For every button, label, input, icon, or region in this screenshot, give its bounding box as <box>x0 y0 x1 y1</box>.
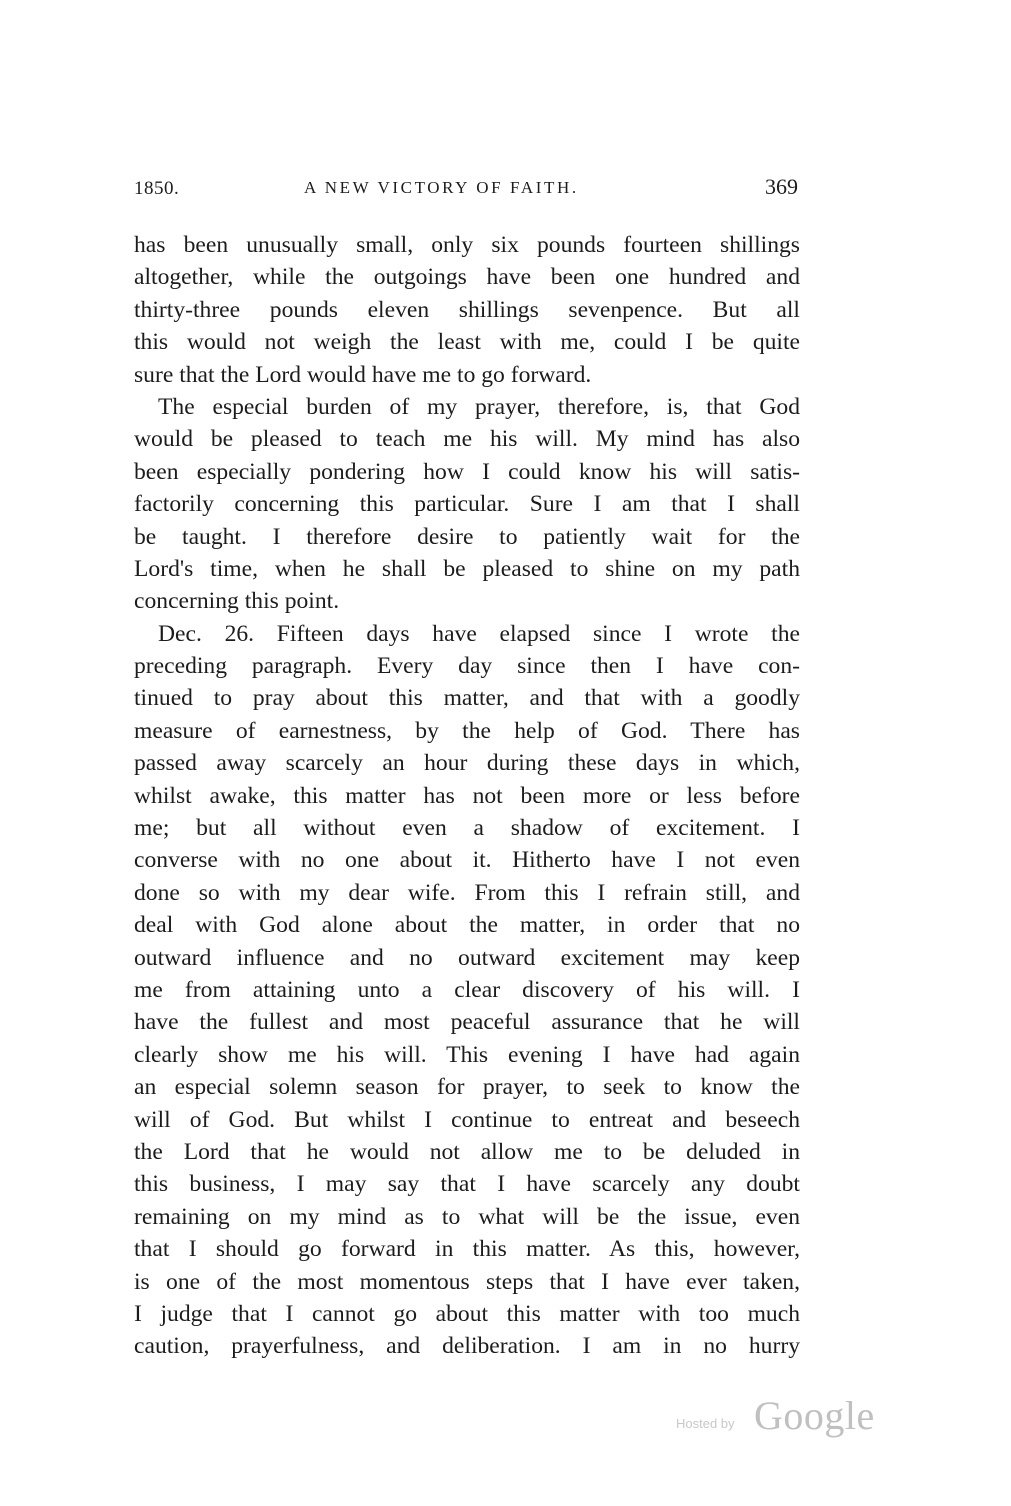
google-logo: Google <box>754 1393 875 1438</box>
text-line: thirty-three pounds eleven shillings sevenpence. But all <box>134 296 800 323</box>
text-line: me from attaining unto a clear discovery of his will. I <box>134 976 800 1003</box>
body-text <box>134 229 800 1363</box>
text-line: been especially pondering how I could know his will satis- <box>134 458 800 485</box>
hosted-by-google-watermark <box>676 1392 886 1442</box>
text-line: preceding paragraph. Every day since then I have con- <box>134 653 800 680</box>
header-title: A NEW VICTORY OF FAITH. <box>304 178 579 197</box>
text-line: converse with no one about it. Hitherto have I not even <box>134 847 800 874</box>
text-line: that I should go forward in this matter. As this, however, <box>134 1236 800 1263</box>
text-line: outward influence and no outward excitement may keep <box>134 944 800 971</box>
text-line: Lord's time, when he shall be pleased to shine on my path <box>134 555 800 582</box>
text-line: remaining on my mind as to what will be the issue, even <box>134 1203 800 1230</box>
text-line: an especial solemn season for prayer, to seek to know the <box>134 1074 800 1101</box>
text-line: concerning this point. <box>134 588 340 615</box>
text-line: sure that the Lord would have me to go forward. <box>134 361 592 388</box>
text-line: have the fullest and most peaceful assurance that he will <box>134 1009 800 1036</box>
hosted-by-label: Hosted by <box>676 1416 735 1431</box>
text-line: has been unusually small, only six pounds fourteen shillings <box>134 232 800 258</box>
paragraph-start-line: Dec. 26. Fifteen days have elapsed since I wrote the <box>158 620 800 647</box>
text-line: this business, I may say that I have scarcely any doubt <box>134 1171 800 1198</box>
text-line: this would not weigh the least with me, could I be quite <box>134 329 800 356</box>
text-line: is one of the most momentous steps that I have ever taken, <box>134 1268 800 1295</box>
text-line: clearly show me his will. This evening I have had again <box>134 1041 800 1068</box>
running-head <box>134 174 800 204</box>
paragraph-start-line: The especial burden of my prayer, therefore, is, that God <box>158 393 800 420</box>
text-line: measure of earnestness, by the help of God. There has <box>134 717 800 744</box>
text-line: be taught. I therefore desire to patiently wait for the <box>134 523 800 550</box>
text-line: altogether, while the outgoings have been one hundred and <box>134 264 800 291</box>
text-line: tinued to pray about this matter, and that with a goodly <box>134 685 800 712</box>
text-line: the Lord that he would not allow me to be deluded in <box>134 1138 800 1165</box>
text-line: factorily concerning this particular. Sure I am that I shall <box>134 491 800 518</box>
text-line: done so with my dear wife. From this I refrain still, and <box>134 879 800 906</box>
page-number: 369 <box>765 174 798 199</box>
text-line: would be pleased to teach me his will. My mind has also <box>134 426 800 453</box>
text-line: whilst awake, this matter has not been more or less before <box>134 782 800 809</box>
text-line: will of God. But whilst I continue to entreat and beseech <box>134 1106 800 1133</box>
text-line: deal with God alone about the matter, in order that no <box>134 912 800 939</box>
text-line: I judge that I cannot go about this matter with too much <box>134 1300 800 1327</box>
text-line: passed away scarcely an hour during these days in which, <box>134 750 800 777</box>
text-line: caution, prayerfulness, and deliberation. I am in no hurry <box>134 1333 800 1360</box>
text-line: me; but all without even a shadow of excitement. I <box>134 815 800 842</box>
header-year: 1850. <box>134 178 180 199</box>
